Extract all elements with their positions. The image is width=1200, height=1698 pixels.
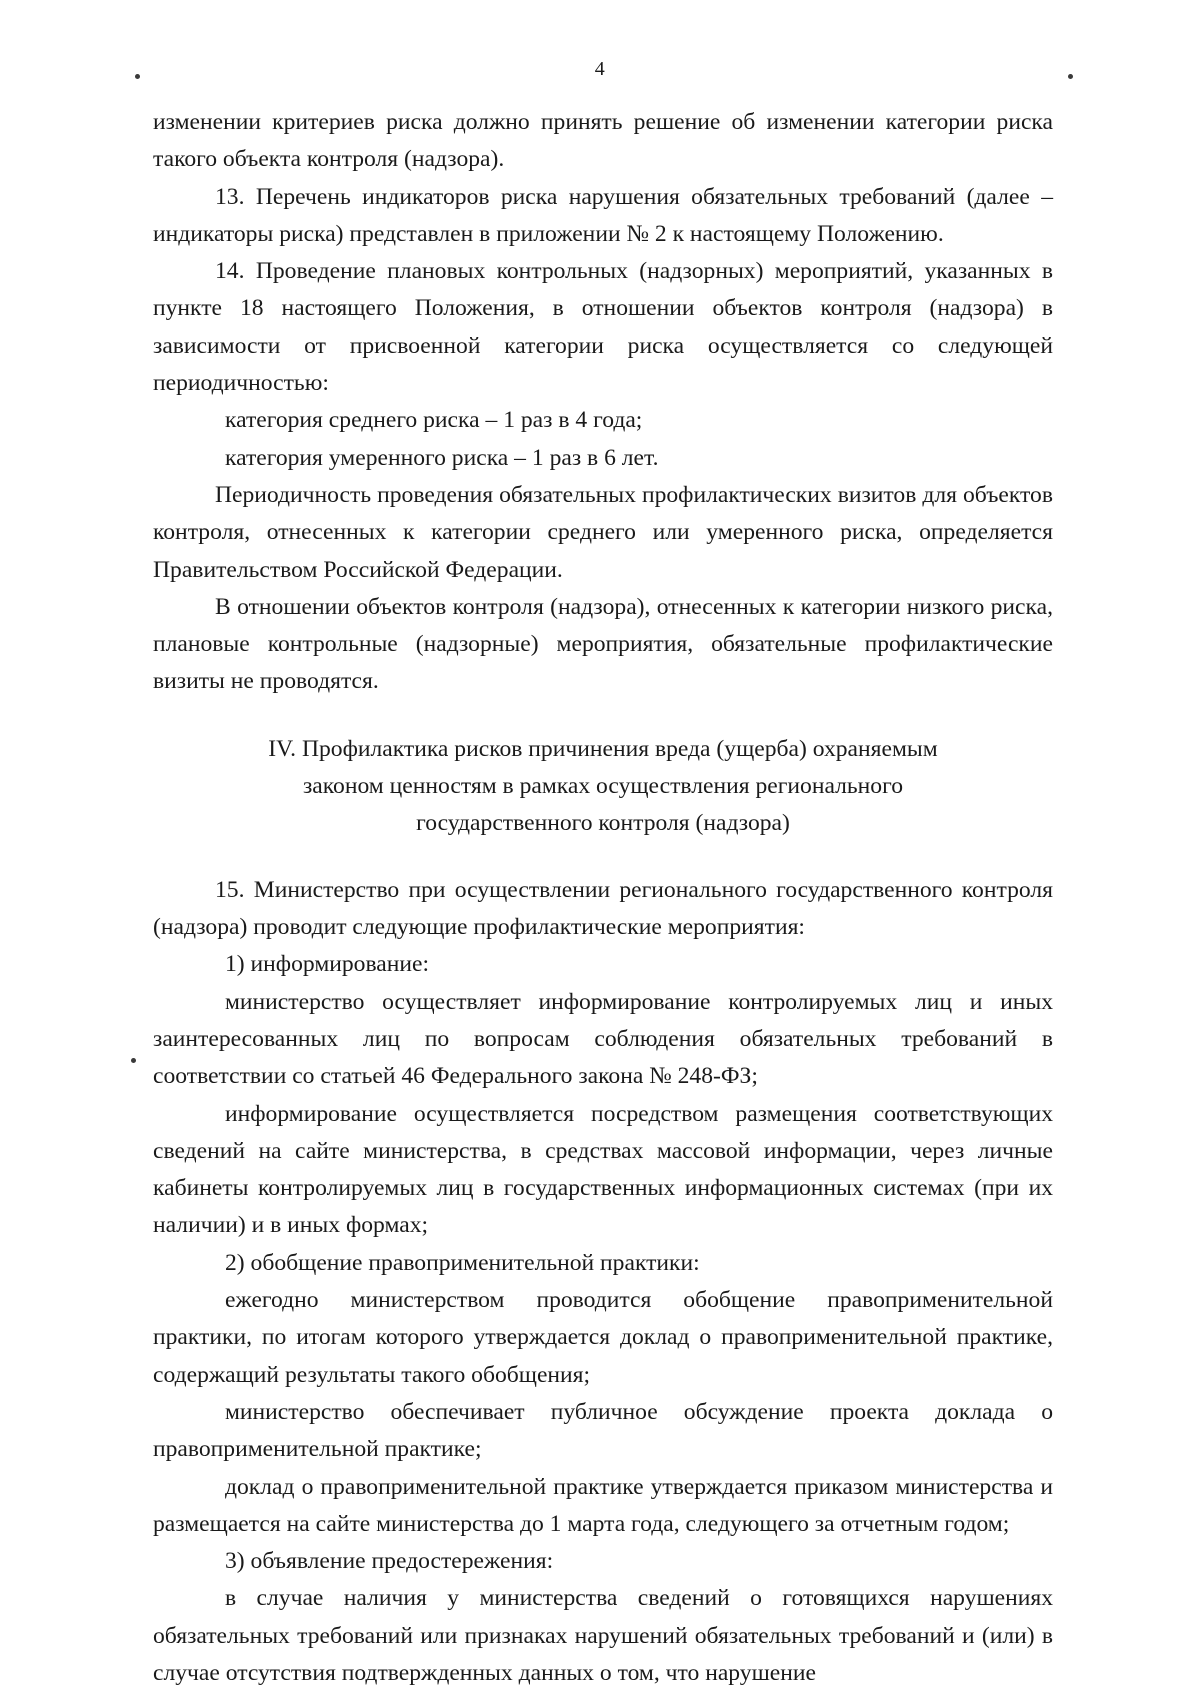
list-item-3-label: 3) объявление предостережения: <box>225 1548 554 1575</box>
list-item-1-text-b: информирование осуществляется посредством размещения соответствующих сведений на сайте министерства, в средствах массовой информации, через личные кабинеты контролируемых лиц в государственных информационных системах (при их наличии) и в иных формах; <box>153 1100 1053 1239</box>
paragraph-14-number: 14. <box>215 258 245 285</box>
list-item-2-text-a: ежегодно министерством проводится обобщение правоприменительной практики, по итогам которого утверждается доклад о правоприменительной практике, содержащий результаты такого обобщения; <box>153 1287 1053 1388</box>
paragraph-15 <box>153 872 1053 947</box>
list-item-1-text-a: министерство осуществляет информирование контролируемых лиц и иных заинтересованных лиц по вопросам соблюдения обязательных требований в соответствии со статьей 46 Федерального закона № 248-ФЗ; <box>153 988 1053 1090</box>
section-heading-line-1: IV. Профилактика рисков причинения вреда (ущерба) охраняемым <box>268 735 938 762</box>
paragraph-periodicity: Периодичность проведения обязательных профилактических визитов для объектов контроля, отнесенных к категории среднего или умеренного риска, определяется Правительством Российской Федерации. <box>153 481 1053 583</box>
paragraph-13 <box>153 179 1053 254</box>
paragraph-continuation: изменении критериев риска должно принять решение об изменении категории риска такого объекта контроля (надзора). <box>153 109 1053 173</box>
list-item-3-text-a: в случае наличия у министерства сведений о готовящихся нарушениях обязательных требований или признаках нарушений обязательных требований и (или) в случае отсутствия подтвержденных данных о том, что нарушение <box>153 1585 1053 1686</box>
list-item-2-text-c: доклад о правоприменительной практике утверждается приказом министерства и размещается на сайте министерства до 1 марта года, следующего за отчетным годом; <box>153 1473 1053 1537</box>
section-heading-iv <box>153 731 1053 842</box>
paragraph-14 <box>153 253 1053 402</box>
paragraph-13-text: Перечень индикаторов риска нарушения обязательных требований (далее – индикаторы риска) представлен в приложении № 2 к настоящему Положению. <box>153 183 1053 247</box>
section-heading-line-3: государственного контроля (надзора) <box>416 809 790 836</box>
document-body <box>153 104 1053 1692</box>
list-item-2-label: 2) обобщение правоприменительной практики: <box>225 1249 700 1276</box>
paragraph-low-risk: В отношении объектов контроля (надзора), отнесенных к категории низкого риска, плановые контрольные (надзорные) мероприятия, обязательные профилактические визиты не проводятся. <box>153 593 1053 695</box>
list-item-srednego-riska: категория среднего риска – 1 раз в 4 года; <box>225 407 643 434</box>
paragraph-14-text: Проведение плановых контрольных (надзорных) мероприятий, указанных в пункте 18 настоящего Положения, в отношении объектов контроля (надзора) в зависимости от присвоенной категории риска осуществляется со следующей периодичностью: <box>153 258 1054 397</box>
scan-artifact-middle-left <box>131 1058 136 1063</box>
section-heading-line-2: законом ценностям в рамках осуществления регионального <box>302 772 903 799</box>
list-item-2-text-b: министерство обеспечивает публичное обсуждение проекта доклада о правоприменительной практике; <box>153 1398 1053 1463</box>
page-number: 4 <box>594 58 606 80</box>
list-item-1-label: 1) информирование: <box>225 951 430 978</box>
list-item-umerennogo-riska: категория умеренного риска – 1 раз в 6 лет. <box>225 444 659 471</box>
paragraph-15-text: Министерство при осуществлении регионального государственного контроля (надзора) проводит следующие профилактические мероприятия: <box>153 876 1053 941</box>
paragraph-13-number: 13. <box>215 183 245 210</box>
paragraph-15-number: 15. <box>215 876 245 903</box>
